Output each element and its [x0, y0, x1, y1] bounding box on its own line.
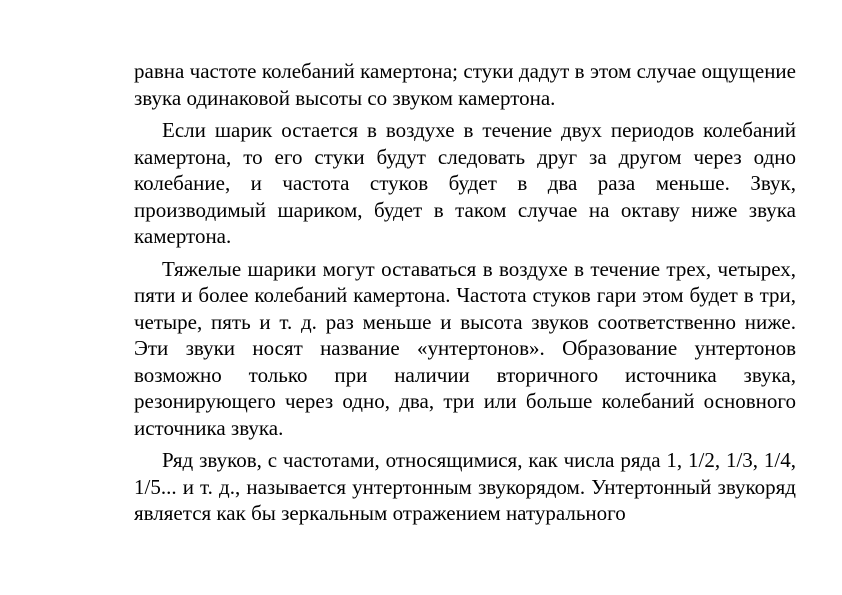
paragraph-3: Тяжелые шарики могут оставаться в воздухе в течение трех, четырех, пяти и более колебаний камертона. Частота стуков гари этом будет в три, четыре, пять и т. д. раз меньше и высота звуков соответственно ниже. Эти звуки носят название «унтертонов». Образование унтертонов возможно только при наличии вторичного источника звука, резонирующего через одно, два, три или больше колебаний основного источника звука.: [134, 256, 796, 440]
paragraph-2: Если шарик остается в воздухе в течение двух периодов колебаний камертона, то его стуки будут следовать друг за другом через одно колебание, и частота стуков будет в два раза меньше. Звук, производимый шариком, будет в таком случае на октаву ниже звука камертона.: [134, 118, 796, 248]
paragraph-4: Ряд звуков, с частотами, относящимися, как числа ряда 1, 1/2, 1/3, 1/4, 1/5... и т. д., называется унтертонным звукорядом. Унтертонный звукоряд является как бы зеркальным отражением натурального: [134, 448, 796, 525]
document-page: [134, 58, 796, 533]
paragraph-1: равна частоте колебаний камертона; стуки дадут в этом случае ощущение звука одинаковой высоты со звуком камертона.: [134, 59, 796, 110]
